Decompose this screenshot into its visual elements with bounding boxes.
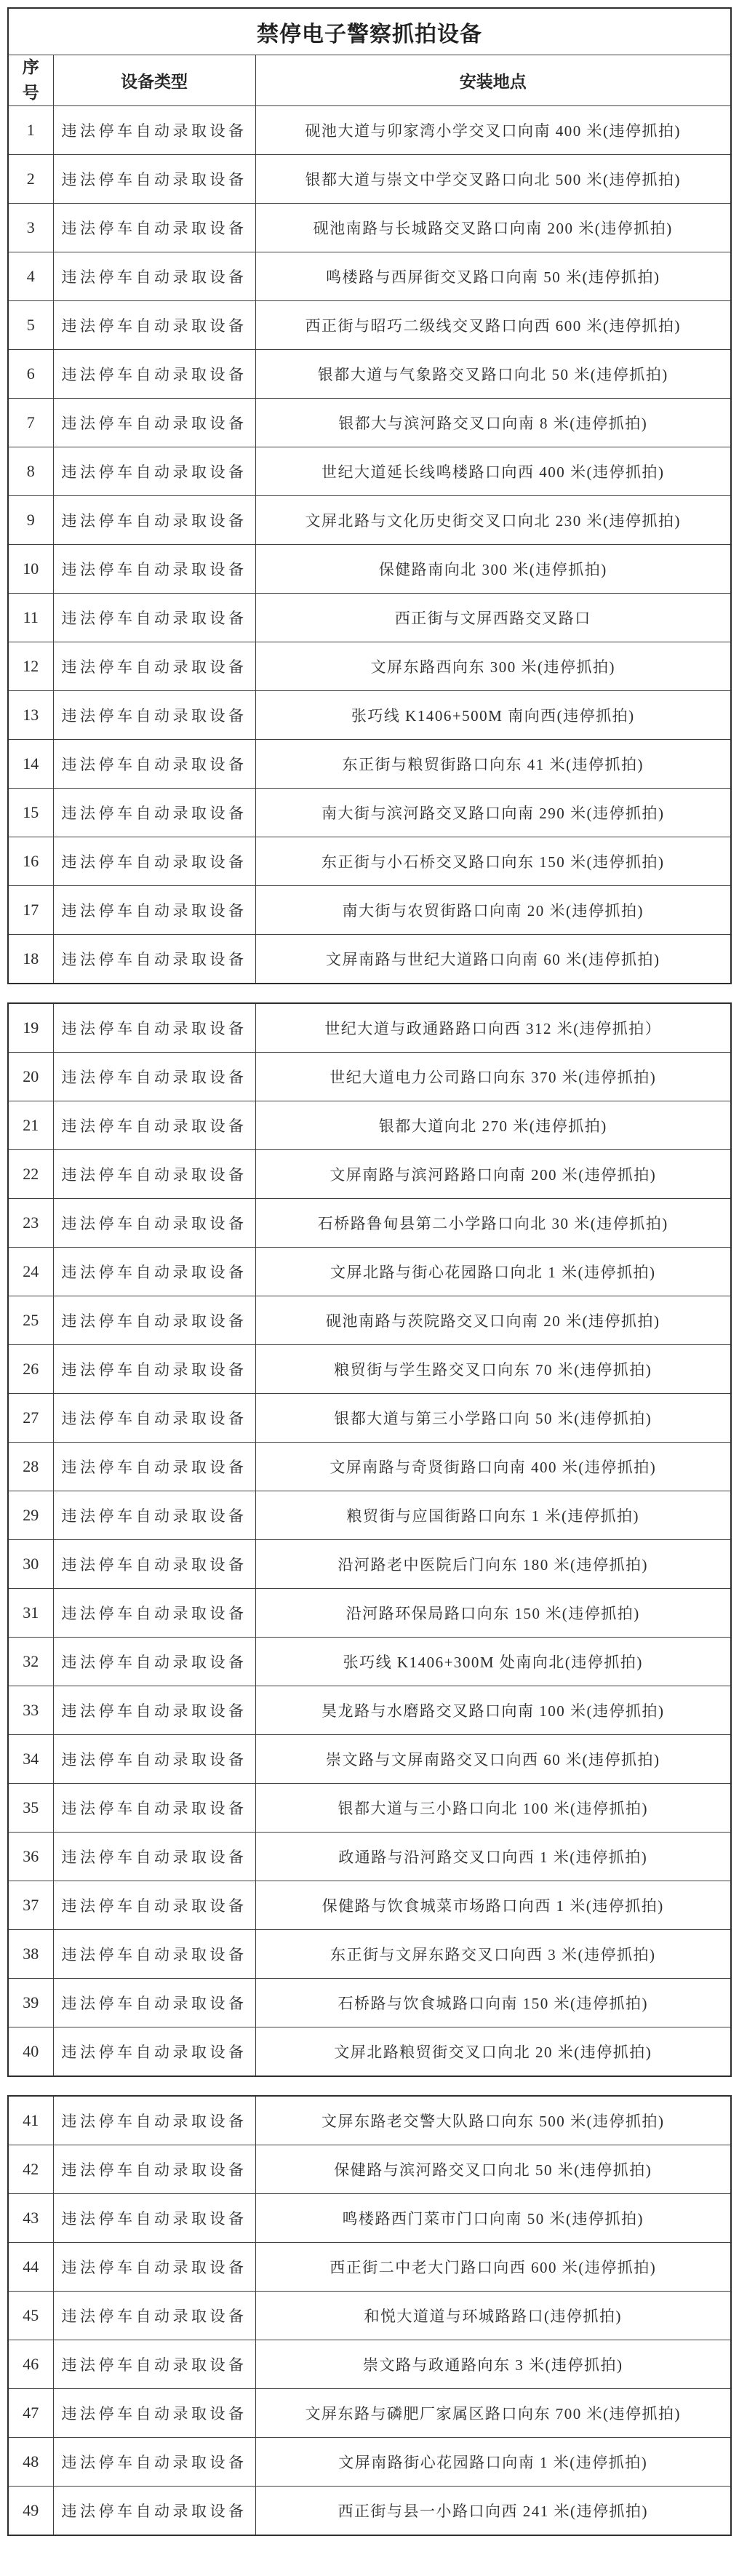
- device-type-cell: 违法停车自动录取设备: [53, 1686, 255, 1735]
- location-cell: 文屏南路与奇贤街路口向南 400 米(违停抓拍): [255, 1443, 731, 1491]
- header-row: [8, 55, 731, 106]
- location-cell: 文屏北路粮贸街交叉口向北 20 米(违停抓拍): [255, 2027, 731, 2077]
- location-cell: 鸣楼路西门菜市门口向南 50 米(违停抓拍): [255, 2194, 731, 2243]
- row-number-cell: 18: [8, 935, 53, 984]
- device-type-cell: 违法停车自动录取设备: [53, 1833, 255, 1881]
- row-number-cell: 45: [8, 2292, 53, 2340]
- table-row: [8, 545, 731, 594]
- location-cell: 沿河路老中医院后门向东 180 米(违停抓拍): [255, 1540, 731, 1589]
- location-cell: 砚池南路与茨院路交叉口向南 20 米(违停抓拍): [255, 1296, 731, 1345]
- row-number-cell: 8: [8, 447, 53, 496]
- capture-device-table-section-3: [7, 2095, 732, 2536]
- row-number-cell: 25: [8, 1296, 53, 1345]
- device-type-cell: 违法停车自动录取设备: [53, 1735, 255, 1784]
- row-number-cell: 6: [8, 350, 53, 399]
- capture-device-table-section-1: [7, 7, 732, 984]
- table-row: [8, 1150, 731, 1199]
- device-type-cell: 违法停车自动录取设备: [53, 594, 255, 642]
- page-title: 禁停电子警察抓拍设备: [8, 8, 731, 55]
- device-type-cell: 违法停车自动录取设备: [53, 935, 255, 984]
- location-cell: 西正街与文屏西路交叉路口: [255, 594, 731, 642]
- row-number-cell: 28: [8, 1443, 53, 1491]
- row-number-cell: 37: [8, 1881, 53, 1930]
- row-number-cell: 46: [8, 2340, 53, 2389]
- table-row: [8, 1589, 731, 1638]
- device-type-cell: 违法停车自动录取设备: [53, 2145, 255, 2194]
- device-type-cell: 违法停车自动录取设备: [53, 1101, 255, 1150]
- row-number-cell: 13: [8, 691, 53, 740]
- table-row: [8, 2292, 731, 2340]
- device-type-cell: 违法停车自动录取设备: [53, 2194, 255, 2243]
- device-type-cell: 违法停车自动录取设备: [53, 1589, 255, 1638]
- row-number-cell: 26: [8, 1345, 53, 1394]
- device-type-cell: 违法停车自动录取设备: [53, 2487, 255, 2536]
- location-cell: 西正街二中老大门路口向西 600 米(违停抓拍): [255, 2243, 731, 2292]
- table-body-section-3: [8, 2096, 731, 2535]
- device-type-cell: 违法停车自动录取设备: [53, 1443, 255, 1491]
- device-type-cell: 违法停车自动录取设备: [53, 2389, 255, 2438]
- row-number-cell: 20: [8, 1053, 53, 1101]
- row-number-cell: 23: [8, 1199, 53, 1248]
- table-row: [8, 886, 731, 935]
- row-number-cell: 29: [8, 1491, 53, 1540]
- table-body-section-1: [8, 106, 731, 984]
- device-type-cell: 违法停车自动录取设备: [53, 2027, 255, 2077]
- table-row: [8, 252, 731, 301]
- location-cell: 银都大道与气象路交叉路口向北 50 米(违停抓拍): [255, 350, 731, 399]
- table-row: [8, 1881, 731, 1930]
- device-type-cell: 违法停车自动录取设备: [53, 740, 255, 789]
- device-type-cell: 违法停车自动录取设备: [53, 2340, 255, 2389]
- device-type-cell: 违法停车自动录取设备: [53, 447, 255, 496]
- location-cell: 文屏北路与文化历史街交叉口向北 230 米(违停抓拍): [255, 496, 731, 545]
- device-type-cell: 违法停车自动录取设备: [53, 886, 255, 935]
- table-row: [8, 1003, 731, 1053]
- device-type-cell: 违法停车自动录取设备: [53, 1150, 255, 1199]
- device-type-cell: 违法停车自动录取设备: [53, 496, 255, 545]
- table-row: [8, 1296, 731, 1345]
- row-number-cell: 42: [8, 2145, 53, 2194]
- table-row: [8, 2340, 731, 2389]
- location-cell: 文屏北路与街心花园路口向北 1 米(违停抓拍): [255, 1248, 731, 1296]
- row-number-cell: 21: [8, 1101, 53, 1150]
- device-type-cell: 违法停车自动录取设备: [53, 837, 255, 886]
- device-type-cell: 违法停车自动录取设备: [53, 1881, 255, 1930]
- location-cell: 银都大道向北 270 米(违停抓拍): [255, 1101, 731, 1150]
- device-type-cell: 违法停车自动录取设备: [53, 1199, 255, 1248]
- row-number-cell: 4: [8, 252, 53, 301]
- row-number-cell: 40: [8, 2027, 53, 2077]
- location-cell: 东正街与文屏东路交叉口向西 3 米(违停抓拍): [255, 1930, 731, 1979]
- row-number-cell: 38: [8, 1930, 53, 1979]
- location-cell: 张巧线 K1406+300M 处南向北(违停抓拍): [255, 1638, 731, 1686]
- row-number-cell: 32: [8, 1638, 53, 1686]
- device-type-cell: 违法停车自动录取设备: [53, 691, 255, 740]
- row-number-cell: 10: [8, 545, 53, 594]
- table-row: [8, 642, 731, 691]
- row-number-cell: 15: [8, 789, 53, 837]
- table-row: [8, 2389, 731, 2438]
- device-type-cell: 违法停车自动录取设备: [53, 2096, 255, 2145]
- device-type-cell: 违法停车自动录取设备: [53, 789, 255, 837]
- row-number-cell: 1: [8, 106, 53, 155]
- title-row: [8, 8, 731, 55]
- device-type-cell: 违法停车自动录取设备: [53, 155, 255, 204]
- location-cell: 银都大道与崇文中学交叉路口向北 500 米(违停抓拍): [255, 155, 731, 204]
- row-number-cell: 22: [8, 1150, 53, 1199]
- location-cell: 银都大与滨河路交叉口向南 8 米(违停抓拍): [255, 399, 731, 447]
- location-cell: 石桥路与饮食城路口向南 150 米(违停抓拍): [255, 1979, 731, 2027]
- location-cell: 保健路与饮食城菜市场路口向西 1 米(违停抓拍): [255, 1881, 731, 1930]
- location-cell: 文屏东路老交警大队路口向东 500 米(违停抓拍): [255, 2096, 731, 2145]
- row-number-cell: 2: [8, 155, 53, 204]
- column-header-type: 设备类型: [53, 55, 255, 106]
- location-cell: 沿河路环保局路口向东 150 米(违停抓拍): [255, 1589, 731, 1638]
- location-cell: 世纪大道与政通路路口向西 312 米(违停抓拍）: [255, 1003, 731, 1053]
- table-row: [8, 301, 731, 350]
- device-type-cell: 违法停车自动录取设备: [53, 642, 255, 691]
- location-cell: 粮贸街与应国街路口向东 1 米(违停抓拍): [255, 1491, 731, 1540]
- device-type-cell: 违法停车自动录取设备: [53, 1784, 255, 1833]
- table-row: [8, 1053, 731, 1101]
- location-cell: 世纪大道延长线鸣楼路口向西 400 米(违停抓拍): [255, 447, 731, 496]
- column-header-index: [8, 55, 53, 106]
- location-cell: 文屏南路与世纪大道路口向南 60 米(违停抓拍): [255, 935, 731, 984]
- location-cell: 政通路与沿河路交叉口向西 1 米(违停抓拍): [255, 1833, 731, 1881]
- row-number-cell: 9: [8, 496, 53, 545]
- location-cell: 张巧线 K1406+500M 南向西(违停抓拍): [255, 691, 731, 740]
- row-number-cell: 35: [8, 1784, 53, 1833]
- device-type-cell: 违法停车自动录取设备: [53, 350, 255, 399]
- table-row: [8, 594, 731, 642]
- table-row: [8, 1248, 731, 1296]
- table-row: [8, 2487, 731, 2536]
- table-row: [8, 496, 731, 545]
- location-cell: 银都大道与第三小学路口向 50 米(违停抓拍): [255, 1394, 731, 1443]
- row-number-cell: 47: [8, 2389, 53, 2438]
- table-body-section-2: [8, 1003, 731, 2076]
- row-number-cell: 12: [8, 642, 53, 691]
- location-cell: 砚池大道与卯家湾小学交叉口向南 400 米(违停抓拍): [255, 106, 731, 155]
- row-number-cell: 43: [8, 2194, 53, 2243]
- location-cell: 世纪大道电力公司路口向东 370 米(违停抓拍): [255, 1053, 731, 1101]
- table-row: [8, 1491, 731, 1540]
- location-cell: 南大街与农贸街路口向南 20 米(违停抓拍): [255, 886, 731, 935]
- table-row: [8, 740, 731, 789]
- table-row: [8, 2096, 731, 2145]
- location-cell: 鸣楼路与西屏街交叉路口向南 50 米(违停抓拍): [255, 252, 731, 301]
- table-row: [8, 1979, 731, 2027]
- table-row: [8, 1638, 731, 1686]
- location-cell: 东正街与粮贸街路口向东 41 米(违停抓拍): [255, 740, 731, 789]
- table-row: [8, 155, 731, 204]
- table-row: [8, 789, 731, 837]
- row-number-cell: 39: [8, 1979, 53, 2027]
- device-type-cell: 违法停车自动录取设备: [53, 1345, 255, 1394]
- device-type-cell: 违法停车自动录取设备: [53, 1491, 255, 1540]
- row-number-cell: 34: [8, 1735, 53, 1784]
- device-type-cell: 违法停车自动录取设备: [53, 2243, 255, 2292]
- table-row: [8, 1345, 731, 1394]
- location-cell: 东正街与小石桥交叉路口向东 150 米(违停抓拍): [255, 837, 731, 886]
- table-row: [8, 1784, 731, 1833]
- device-type-cell: 违法停车自动录取设备: [53, 1638, 255, 1686]
- table-row: [8, 691, 731, 740]
- row-number-cell: 30: [8, 1540, 53, 1589]
- location-cell: 保健路与滨河路交叉口向北 50 米(违停抓拍): [255, 2145, 731, 2194]
- device-type-cell: 违法停车自动录取设备: [53, 1053, 255, 1101]
- location-cell: 南大街与滨河路交叉路口向南 290 米(违停抓拍): [255, 789, 731, 837]
- device-type-cell: 违法停车自动录取设备: [53, 1540, 255, 1589]
- device-type-cell: 违法停车自动录取设备: [53, 2292, 255, 2340]
- row-number-cell: 3: [8, 204, 53, 252]
- location-cell: 粮贸街与学生路交叉口向东 70 米(违停抓拍): [255, 1345, 731, 1394]
- location-cell: 崇文路与文屏南路交叉口向西 60 米(违停抓拍): [255, 1735, 731, 1784]
- device-type-cell: 违法停车自动录取设备: [53, 2438, 255, 2487]
- table-row: [8, 1930, 731, 1979]
- table-row: [8, 2194, 731, 2243]
- row-number-cell: 7: [8, 399, 53, 447]
- table-row: [8, 2145, 731, 2194]
- row-number-cell: 17: [8, 886, 53, 935]
- row-number-cell: 31: [8, 1589, 53, 1638]
- location-cell: 石桥路鲁甸县第二小学路口向北 30 米(违停抓拍): [255, 1199, 731, 1248]
- table-row: [8, 837, 731, 886]
- row-number-cell: 14: [8, 740, 53, 789]
- location-cell: 砚池南路与长城路交叉路口向南 200 米(违停抓拍): [255, 204, 731, 252]
- row-number-cell: 33: [8, 1686, 53, 1735]
- device-type-cell: 违法停车自动录取设备: [53, 399, 255, 447]
- row-number-cell: 41: [8, 2096, 53, 2145]
- table-row: [8, 2243, 731, 2292]
- table-row: [8, 1735, 731, 1784]
- device-type-cell: 违法停车自动录取设备: [53, 1296, 255, 1345]
- location-cell: 西正街与县一小路口向西 241 米(违停抓拍): [255, 2487, 731, 2536]
- table-row: [8, 350, 731, 399]
- table-row: [8, 106, 731, 155]
- row-number-cell: 16: [8, 837, 53, 886]
- location-cell: 保健路南向北 300 米(违停抓拍): [255, 545, 731, 594]
- row-number-cell: 24: [8, 1248, 53, 1296]
- device-type-cell: 违法停车自动录取设备: [53, 204, 255, 252]
- column-header-location: 安装地点: [255, 55, 731, 106]
- location-cell: 银都大道与三小路口向北 100 米(违停抓拍): [255, 1784, 731, 1833]
- table-row: [8, 447, 731, 496]
- table-row: [8, 2027, 731, 2077]
- location-cell: 崇文路与政通路向东 3 米(违停抓拍): [255, 2340, 731, 2389]
- table-row: [8, 1394, 731, 1443]
- row-number-cell: 49: [8, 2487, 53, 2536]
- device-type-cell: 违法停车自动录取设备: [53, 545, 255, 594]
- location-cell: 文屏东路西向东 300 米(违停抓拍): [255, 642, 731, 691]
- table-row: [8, 1199, 731, 1248]
- row-number-cell: 5: [8, 301, 53, 350]
- location-cell: 文屏南路街心花园路口向南 1 米(违停抓拍): [255, 2438, 731, 2487]
- row-number-cell: 36: [8, 1833, 53, 1881]
- location-cell: 昊龙路与水磨路交叉路口向南 100 米(违停抓拍): [255, 1686, 731, 1735]
- device-type-cell: 违法停车自动录取设备: [53, 106, 255, 155]
- row-number-cell: 11: [8, 594, 53, 642]
- row-number-cell: 44: [8, 2243, 53, 2292]
- table-row: [8, 2438, 731, 2487]
- device-type-cell: 违法停车自动录取设备: [53, 252, 255, 301]
- capture-device-table-section-2: [7, 1002, 732, 2077]
- location-cell: 文屏东路与磷肥厂家属区路口向东 700 米(违停抓拍): [255, 2389, 731, 2438]
- device-type-cell: 违法停车自动录取设备: [53, 301, 255, 350]
- table-row: [8, 1540, 731, 1589]
- table-row: [8, 204, 731, 252]
- row-number-cell: 19: [8, 1003, 53, 1053]
- table-row: [8, 1443, 731, 1491]
- device-type-cell: 违法停车自动录取设备: [53, 1248, 255, 1296]
- device-type-cell: 违法停车自动录取设备: [53, 1394, 255, 1443]
- table-row: [8, 1686, 731, 1735]
- device-type-cell: 违法停车自动录取设备: [53, 1930, 255, 1979]
- location-cell: 文屏南路与滨河路路口向南 200 米(违停抓拍): [255, 1150, 731, 1199]
- table-row: [8, 935, 731, 984]
- table-row: [8, 1101, 731, 1150]
- location-cell: 西正街与昭巧二级线交叉路口向西 600 米(违停抓拍): [255, 301, 731, 350]
- device-type-cell: 违法停车自动录取设备: [53, 1979, 255, 2027]
- location-cell: 和悦大道道与环城路路口(违停抓拍): [255, 2292, 731, 2340]
- device-type-cell: 违法停车自动录取设备: [53, 1003, 255, 1053]
- row-number-cell: 48: [8, 2438, 53, 2487]
- table-row: [8, 399, 731, 447]
- table-row: [8, 1833, 731, 1881]
- row-number-cell: 27: [8, 1394, 53, 1443]
- column-header-index-label: 序号: [22, 58, 39, 102]
